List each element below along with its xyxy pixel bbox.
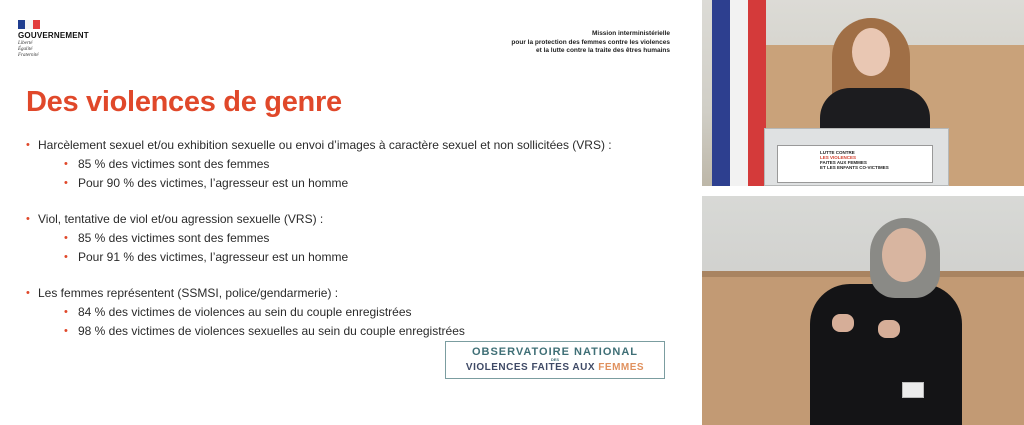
logo-line1: OBSERVATOIRE NATIONAL — [471, 346, 639, 358]
sub-bullet: • Pour 90 % des victimes, l’agresseur est un homme — [26, 174, 686, 193]
sub-bullet: • 85 % des victimes sont des femmes — [26, 155, 686, 174]
sub-bullet: • Pour 91 % des victimes, l’agresseur est un homme — [26, 248, 686, 267]
sub-bullet: • 98 % des victimes de violences sexuelles au sein du couple enregistrées — [26, 322, 686, 341]
bullet-heading: • Harcèlement sexuel et/ou exhibition sexuelle ou envoi d’images à caractère sexuel et non sollicitées (VRS) : — [26, 136, 686, 155]
bullet-group — [26, 210, 686, 267]
logo-line3: VIOLENCES FAITES AUX FEMMES — [465, 362, 645, 373]
bullet-dot-icon: • — [26, 139, 30, 151]
hand-icon — [878, 320, 900, 338]
hand-icon — [832, 314, 854, 332]
marianne-flag-icon — [18, 20, 40, 29]
bullet-dot-icon: • — [64, 177, 68, 189]
speaker-video — [702, 0, 1024, 186]
mission-line: pour la protection des femmes contre les violences — [511, 38, 670, 46]
french-flag-icon — [712, 0, 766, 186]
gouvernement-logo — [18, 20, 89, 59]
bullet-dot-icon: • — [64, 158, 68, 170]
gov-motto: Liberté Égalité Fraternité — [18, 41, 39, 58]
bullet-dot-icon: • — [26, 287, 30, 299]
bullet-dot-icon: • — [64, 251, 68, 263]
bullet-group — [26, 284, 686, 341]
lectern-screen: LUTTE CONTRE LES VIOLENCES FAITES AUX FEMMES ET LES ENFANTS CO-VICTIMES — [777, 145, 933, 183]
sub-bullet: • 84 % des victimes de violences au sein du couple enregistrées — [26, 303, 686, 322]
slide-title: Des violences de genre — [26, 86, 342, 118]
name-badge — [902, 382, 924, 398]
video-divider — [702, 186, 1024, 196]
interpreter-video — [702, 196, 1024, 425]
interpreter-face — [882, 228, 926, 282]
bullet-heading: • Viol, tentative de viol et/ou agression sexuelle (VRS) : — [26, 210, 686, 229]
bullet-dot-icon: • — [64, 325, 68, 337]
mission-header — [410, 30, 670, 56]
bullet-dot-icon: • — [64, 232, 68, 244]
lectern — [764, 128, 949, 186]
observatoire-logo — [445, 341, 665, 379]
wall-rail — [702, 271, 1024, 277]
interpreter-body — [810, 284, 962, 425]
logo-line2: DES — [550, 357, 560, 362]
bullet-heading: • Les femmes représentent (SSMSI, police/gendarmerie) : — [26, 284, 686, 303]
mission-line: et la lutte contre la traite des êtres humains — [535, 47, 670, 54]
bullet-dot-icon: • — [64, 306, 68, 318]
bullet-group — [26, 136, 686, 193]
sub-bullet: • 85 % des victimes sont des femmes — [26, 229, 686, 248]
bullet-dot-icon: • — [26, 213, 30, 225]
slide-content — [26, 136, 686, 358]
mission-line: Mission interministérielle — [591, 30, 670, 37]
gov-name: GOUVERNEMENT — [18, 31, 89, 40]
speaker-face — [852, 28, 890, 76]
